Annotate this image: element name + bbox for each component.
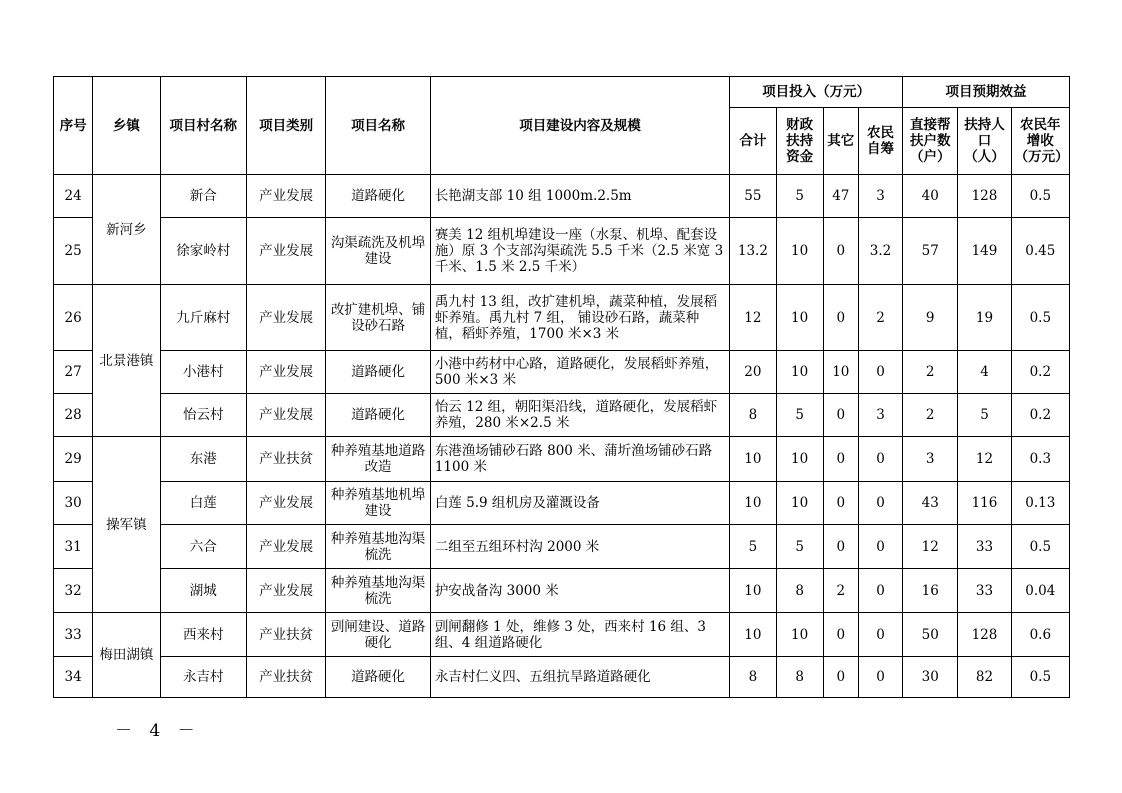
header-income: 农民年增收（万元） [1011,108,1069,175]
cell-seq: 34 [54,657,93,698]
cell-total: 10 [730,482,776,525]
cell-households: 3 [903,437,958,482]
cell-people: 116 [958,482,1011,525]
cell-village: 东港 [160,437,246,482]
cell-people: 82 [958,657,1011,698]
header-town: 乡镇 [93,77,160,175]
cell-other: 0 [823,482,858,525]
cell-seq: 31 [54,525,93,569]
header-fiscal: 财政扶持资金 [776,108,823,175]
cell-town-xinhe: 新河乡 [93,175,160,285]
cell-income: 0.5 [1011,525,1069,569]
cell-category: 产业扶贫 [246,437,325,482]
cell-fiscal: 10 [776,285,823,351]
cell-total: 55 [730,175,776,218]
cell-other: 2 [823,569,858,613]
cell-village: 怡云村 [160,394,246,437]
cell-project-name: 改扩建机埠、铺设砂石路 [326,285,431,351]
header-content: 项目建设内容及规模 [430,77,729,175]
cell-income: 0.5 [1011,285,1069,351]
cell-self: 2 [858,285,902,351]
cell-seq: 32 [54,569,93,613]
cell-village: 九斤麻村 [160,285,246,351]
cell-people: 33 [958,525,1011,569]
cell-fiscal: 8 [776,657,823,698]
cell-total: 10 [730,613,776,657]
cell-income: 0.6 [1011,613,1069,657]
cell-income: 0.5 [1011,175,1069,218]
cell-content: 二组至五组环村沟 2000 米 [430,525,729,569]
cell-other: 0 [823,218,858,285]
cell-seq: 24 [54,175,93,218]
header-total: 合计 [730,108,776,175]
table-row [54,351,1070,394]
cell-households: 9 [903,285,958,351]
project-table [53,76,1070,698]
cell-households: 30 [903,657,958,698]
cell-total: 8 [730,394,776,437]
cell-people: 33 [958,569,1011,613]
cell-project-name: 道路硬化 [326,394,431,437]
cell-income: 0.2 [1011,394,1069,437]
cell-village: 永吉村 [160,657,246,698]
cell-households: 12 [903,525,958,569]
cell-content: 怡云 12 组，朝阳渠沿线，道路硬化，发展稻虾养殖，280 米×2.5 米 [430,394,729,437]
table-row [54,285,1070,351]
table-row [54,569,1070,613]
cell-total: 5 [730,525,776,569]
cell-fiscal: 5 [776,175,823,218]
cell-village: 湖城 [160,569,246,613]
cell-self: 0 [858,437,902,482]
cell-category: 产业扶贫 [246,613,325,657]
cell-content: 永吉村仁义四、五组抗旱路道路硬化 [430,657,729,698]
cell-income: 0.45 [1011,218,1069,285]
cell-content: 赛美 12 组机埠建设一座（水泵、机埠、配套设施）原 3 个支部沟渠疏洗 5.5 千米（2.5 米宽 3 千米、1.5 米 2.5 千米） [430,218,729,285]
table-row [54,175,1070,218]
cell-other: 0 [823,525,858,569]
cell-self: 3 [858,175,902,218]
header-households: 直接帮扶户数（户） [903,108,958,175]
cell-project-name: 种养殖基地沟渠梳洗 [326,525,431,569]
cell-project-name: 道路硬化 [326,657,431,698]
cell-fiscal: 10 [776,613,823,657]
cell-content: 白莲 5.9 组机房及灌溉设备 [430,482,729,525]
cell-project-name: 道路硬化 [326,175,431,218]
cell-village: 西来村 [160,613,246,657]
cell-fiscal: 10 [776,437,823,482]
cell-category: 产业扶贫 [246,657,325,698]
header-village: 项目村名称 [160,77,246,175]
cell-income: 0.13 [1011,482,1069,525]
cell-income: 0.04 [1011,569,1069,613]
cell-self: 0 [858,525,902,569]
cell-seq: 27 [54,351,93,394]
cell-category: 产业发展 [246,175,325,218]
table-row [54,525,1070,569]
page-number: － 4 － [115,721,201,741]
cell-households: 43 [903,482,958,525]
cell-seq: 25 [54,218,93,285]
cell-project-name: 种养殖基地机埠建设 [326,482,431,525]
cell-other: 0 [823,657,858,698]
cell-people: 128 [958,175,1011,218]
cell-project-name: 沟渠疏洗及机埠建设 [326,218,431,285]
cell-fiscal: 10 [776,351,823,394]
cell-village: 小港村 [160,351,246,394]
header-project-name: 项目名称 [326,77,431,175]
cell-town-meitianhu: 梅田湖镇 [93,613,160,698]
cell-people: 19 [958,285,1011,351]
cell-other: 0 [823,437,858,482]
cell-self: 0 [858,569,902,613]
header-investment: 项目投入（万元） [730,77,903,108]
cell-fiscal: 10 [776,218,823,285]
cell-people: 149 [958,218,1011,285]
cell-self: 3.2 [858,218,902,285]
cell-households: 2 [903,394,958,437]
cell-category: 产业发展 [246,482,325,525]
header-benefit: 项目预期效益 [903,77,1070,108]
cell-total: 10 [730,437,776,482]
cell-other: 0 [823,613,858,657]
cell-content: 东港渔场铺砂石路 800 米、蒲圻渔场铺砂石路 1100 米 [430,437,729,482]
cell-other: 10 [823,351,858,394]
cell-village: 新合 [160,175,246,218]
cell-other: 0 [823,394,858,437]
cell-self: 0 [858,482,902,525]
table-row [54,482,1070,525]
cell-self: 0 [858,351,902,394]
cell-project-name: 剅闸建设、道路硬化 [326,613,431,657]
cell-fiscal: 8 [776,569,823,613]
header-farmer-self: 农民自筹 [858,108,902,175]
cell-people: 12 [958,437,1011,482]
cell-income: 0.2 [1011,351,1069,394]
cell-households: 50 [903,613,958,657]
cell-category: 产业发展 [246,525,325,569]
cell-seq: 28 [54,394,93,437]
cell-people: 128 [958,613,1011,657]
cell-content: 长艳湖支部 10 组 1000m.2.5m [430,175,729,218]
header-other: 其它 [823,108,858,175]
header-category: 项目类别 [246,77,325,175]
cell-village: 六合 [160,525,246,569]
header-row-top [54,77,1070,108]
cell-self: 0 [858,657,902,698]
cell-seq: 33 [54,613,93,657]
cell-fiscal: 5 [776,525,823,569]
cell-content: 小港中药材中心路，道路硬化，发展稻虾养殖，500 米×3 米 [430,351,729,394]
cell-income: 0.3 [1011,437,1069,482]
cell-town-beijinggang: 北景港镇 [93,285,160,437]
table-row [54,218,1070,285]
cell-seq: 26 [54,285,93,351]
cell-content: 护安战备沟 3000 米 [430,569,729,613]
cell-category: 产业发展 [246,218,325,285]
cell-total: 20 [730,351,776,394]
cell-total: 12 [730,285,776,351]
cell-self: 0 [858,613,902,657]
header-people: 扶持人口（人） [958,108,1011,175]
cell-households: 57 [903,218,958,285]
cell-households: 40 [903,175,958,218]
cell-other: 0 [823,285,858,351]
cell-total: 10 [730,569,776,613]
cell-households: 16 [903,569,958,613]
cell-income: 0.5 [1011,657,1069,698]
header-seq: 序号 [54,77,93,175]
table-row [54,437,1070,482]
table-row [54,394,1070,437]
cell-fiscal: 10 [776,482,823,525]
cell-category: 产业发展 [246,351,325,394]
cell-people: 5 [958,394,1011,437]
cell-other: 47 [823,175,858,218]
cell-village: 白莲 [160,482,246,525]
cell-category: 产业发展 [246,569,325,613]
cell-people: 4 [958,351,1011,394]
cell-households: 2 [903,351,958,394]
cell-content: 禹九村 13 组，改扩建机埠，蔬菜种植，发展稻虾养殖。禹九村 7 组， 铺设砂石路，蔬菜种植，稻虾养殖，1700 米×3 米 [430,285,729,351]
cell-category: 产业发展 [246,394,325,437]
cell-total: 8 [730,657,776,698]
table-row [54,613,1070,657]
table-row [54,657,1070,698]
cell-category: 产业发展 [246,285,325,351]
cell-village: 徐家岭村 [160,218,246,285]
cell-town-caojun: 操军镇 [93,437,160,613]
cell-project-name: 道路硬化 [326,351,431,394]
cell-fiscal: 5 [776,394,823,437]
cell-seq: 30 [54,482,93,525]
cell-content: 剅闸翻修 1 处，维修 3 处，西来村 16 组、3 组、4 组道路硬化 [430,613,729,657]
cell-seq: 29 [54,437,93,482]
cell-project-name: 种养殖基地沟渠梳洗 [326,569,431,613]
cell-self: 3 [858,394,902,437]
cell-project-name: 种养殖基地道路改造 [326,437,431,482]
cell-total: 13.2 [730,218,776,285]
